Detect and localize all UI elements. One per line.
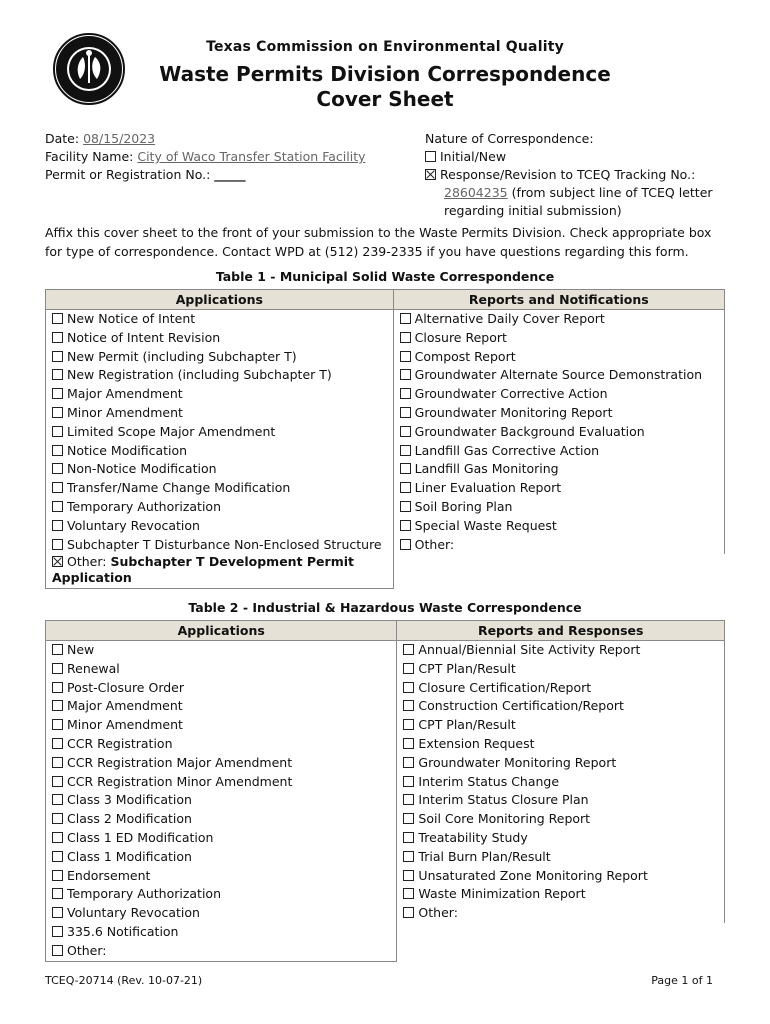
application-option [46,923,397,942]
table-row [46,404,725,423]
checkbox[interactable] [52,520,63,531]
application-option [46,348,394,367]
facility-name-field[interactable]: City of Waco Transfer Station Facility [137,149,366,164]
report-option [393,536,724,555]
checkbox[interactable] [52,719,63,730]
checkbox[interactable] [52,870,63,881]
date-row [45,130,366,148]
checkbox-label: Annual/Biennial Site Activity Report [418,642,641,657]
application-option [46,942,397,961]
checkbox-label: Soil Core Monitoring Report [418,811,591,827]
checkbox-label: Interim Status Closure Plan [418,792,589,808]
checkbox-label: Trial Burn Plan/Result [418,848,551,864]
table-row [46,791,725,810]
checkbox[interactable] [52,445,63,456]
tracking-number-field[interactable]: 28604235 [444,185,508,200]
report-option [397,810,725,829]
report-option [397,679,725,698]
tracking-row [425,184,725,202]
table-row [46,554,725,589]
title-line-2: Cover Sheet [316,87,454,111]
application-option [46,498,394,517]
checkbox-label: Interim Status Change [418,773,560,789]
msw-table [45,289,725,589]
application-option [46,679,397,698]
response-label: Response/Revision to TCEQ Tracking No.: [440,167,696,182]
report-option [393,348,724,367]
checkbox-label: Notice Modification [67,442,188,458]
application-option [46,829,397,848]
checkbox[interactable] [400,388,411,399]
checkbox[interactable] [52,700,63,711]
table-row [46,773,725,792]
application-option [46,641,397,660]
checkbox-label: Groundwater Background Evaluation [414,423,645,439]
checkbox[interactable] [403,700,414,711]
facility-info [45,130,366,184]
report-option [393,442,724,461]
checkbox-label: Limited Scope Major Amendment [67,423,276,439]
checkbox[interactable] [52,332,63,343]
checkbox-label: Class 2 Modification [67,811,192,827]
checkbox[interactable] [52,832,63,843]
agency-name: Texas Commission on Environmental Quality [206,39,564,55]
checkbox[interactable] [52,313,63,324]
checkbox[interactable] [403,738,414,749]
application-option [46,660,397,679]
checkbox[interactable] [403,719,414,730]
checkbox-label: Notice of Intent Revision [67,329,221,345]
application-option [46,385,394,404]
checkbox[interactable] [400,445,411,456]
checkbox[interactable] [400,501,411,512]
initial-label: Initial/New [440,149,507,164]
checkbox[interactable] [52,776,63,787]
checkbox-label: Class 1 Modification [67,848,192,864]
permit-row [45,166,366,184]
table-row [46,885,725,904]
checkbox-label: Other: [67,942,107,958]
table-row [46,942,725,961]
checkbox[interactable] [403,888,414,899]
checkbox[interactable] [403,870,414,881]
table-row [46,479,725,498]
checkbox-label: Minor Amendment [67,404,183,420]
table1-col-applications: Applications [46,290,394,310]
empty-cell [397,942,725,961]
report-option [393,423,724,442]
table-row [46,735,725,754]
checkbox-label: Voluntary Revocation [67,517,200,533]
application-option [46,716,397,735]
checkbox[interactable] [400,313,411,324]
checkbox-label: Soil Boring Plan [414,498,513,514]
report-option [393,498,724,517]
report-option [397,641,725,660]
checkbox-label: Groundwater Monitoring Report [418,754,617,770]
table-row [46,517,725,536]
application-option [46,536,394,555]
report-option [393,479,724,498]
checkbox-label: Treatability Study [418,829,528,845]
checkbox[interactable] [52,556,63,567]
application-option [46,754,397,773]
checkbox-label: Class 3 Modification [67,792,192,808]
nature-of-correspondence [425,130,725,220]
table-row [46,716,725,735]
response-checkbox[interactable] [425,169,436,180]
form-id: TCEQ-20714 (Rev. 10-07-21) [45,974,203,987]
other-value-c: Application [52,570,132,586]
checkbox-label: Minor Amendment [67,717,183,733]
checkbox-label: Landfill Gas Corrective Action [414,442,600,458]
checkbox[interactable] [400,332,411,343]
checkbox[interactable] [400,369,411,380]
facility-label: Facility Name: [45,149,134,164]
table-row [46,867,725,886]
checkbox-label: Endorsement [67,867,151,883]
checkbox[interactable] [403,813,414,824]
table-row [46,923,725,942]
application-option [46,366,394,385]
instructions-text: Affix this cover sheet to the front of your submission to the Waste Permits Division. Check appropriate box for type of correspondence. Contact WPD at (512) 239-2335 if you have questions regarding this form. [45,225,712,259]
checkbox-label: Waste Minimization Report [418,886,586,902]
ihw-table [45,620,725,962]
checkbox[interactable] [52,813,63,824]
application-option [46,735,397,754]
checkbox[interactable] [52,682,63,693]
checkbox[interactable] [52,851,63,862]
checkbox[interactable] [52,757,63,768]
checkbox[interactable] [52,351,63,362]
report-option [393,366,724,385]
checkbox[interactable] [403,776,414,787]
checkbox[interactable] [400,463,411,474]
report-option [397,904,725,923]
table-row [46,810,725,829]
table-row [46,310,725,329]
checkbox[interactable] [52,945,63,956]
table2-col-reports: Reports and Responses [397,621,725,641]
checkbox-label: CPT Plan/Result [418,717,516,733]
checkbox[interactable] [52,738,63,749]
page-number: Page 1 of 1 [651,974,713,987]
checkbox[interactable] [52,463,63,474]
report-option [397,735,725,754]
report-option [393,329,724,348]
checkbox[interactable] [403,682,414,693]
checkbox[interactable] [403,907,414,918]
date-field[interactable]: 08/15/2023 [83,131,156,146]
date-label: Date: [45,131,80,146]
page-title [0,62,770,112]
checkbox[interactable] [400,426,411,437]
application-option [46,885,397,904]
checkbox-label: Unsaturated Zone Monitoring Report [418,867,648,883]
checkbox[interactable] [403,663,414,674]
empty-cell [393,554,724,589]
checkbox-label: Liner Evaluation Report [414,480,562,496]
table-row [46,498,725,517]
checkbox-label: New Registration (including Subchapter T) [67,367,332,383]
nature-label: Nature of Correspondence: [425,131,594,146]
checkbox[interactable] [52,426,63,437]
table-row [46,385,725,404]
other-value-b: ubchapter T Development Permit [119,554,354,570]
checkbox-label: Extension Request [418,735,535,751]
checkbox-label: 335.6 Notification [67,923,179,939]
application-option [46,329,394,348]
application-option [46,848,397,867]
checkbox[interactable] [403,851,414,862]
table2-caption: Table 2 - Industrial & Hazardous Waste Correspondence [188,600,582,615]
checkbox-label: Post-Closure Order [67,679,184,695]
checkbox-label: Transfer/Name Change Modification [67,480,291,496]
checkbox[interactable] [52,644,63,655]
report-option [397,848,725,867]
table-row [46,366,725,385]
table-row [46,848,725,867]
other-value-a: S [110,554,120,570]
checkbox[interactable] [52,388,63,399]
checkbox-label: Temporary Authorization [67,886,221,902]
checkbox[interactable] [400,539,411,550]
checkbox-label: Class 1 ED Modification [67,829,214,845]
checkbox[interactable] [403,794,414,805]
application-option [46,460,394,479]
application-option [46,404,394,423]
report-option [397,791,725,810]
application-option [46,773,397,792]
checkbox[interactable] [400,520,411,531]
report-option [397,867,725,886]
application-option [46,479,394,498]
table-row [46,641,725,660]
checkbox[interactable] [52,501,63,512]
checkbox[interactable] [52,907,63,918]
checkbox[interactable] [403,644,414,655]
report-option [397,773,725,792]
application-option [46,697,397,716]
checkbox-label: Construction Certification/Report [418,698,624,714]
report-option [397,885,725,904]
table-row [46,904,725,923]
table1-col-reports: Reports and Notifications [393,290,724,310]
application-option [46,517,394,536]
application-option [46,904,397,923]
table-row [46,423,725,442]
checkbox-label: CPT Plan/Result [418,660,516,676]
checkbox-label: Subchapter T Disturbance Non-Enclosed Structure [67,536,382,552]
checkbox-label: CCR Registration Major Amendment [67,754,293,770]
checkbox-label: Non-Notice Modification [67,461,217,477]
checkbox-label: CCR Registration [67,735,173,751]
report-option [397,697,725,716]
title-line-1: Waste Permits Division Correspondence [159,62,611,86]
checkbox-label: Special Waste Request [414,517,557,533]
table-row [46,829,725,848]
report-option [397,754,725,773]
report-option [393,385,724,404]
table-row [46,442,725,461]
checkbox[interactable] [400,407,411,418]
application-option [46,310,394,329]
application-option [46,810,397,829]
table-row [46,536,725,555]
report-option [397,660,725,679]
report-option [393,517,724,536]
checkbox-label: Other: [418,905,458,921]
table-row [46,754,725,773]
checkbox-label: Groundwater Monitoring Report [414,404,613,420]
checkbox-label: Groundwater Alternate Source Demonstration [414,367,703,383]
initial-checkbox[interactable] [425,151,436,162]
checkbox-label: CCR Registration Minor Amendment [67,773,293,789]
checkbox[interactable] [52,369,63,380]
checkbox-label: Alternative Daily Cover Report [414,311,605,326]
application-option [46,867,397,886]
checkbox[interactable] [403,757,414,768]
permit-label: Permit or Registration No.: [45,167,211,182]
table-row [46,697,725,716]
checkbox-label: Other: [414,536,455,552]
checkbox[interactable] [403,832,414,843]
report-option [397,829,725,848]
table-row [46,329,725,348]
checkbox[interactable] [52,794,63,805]
report-option [393,310,724,329]
table1-caption: Table 1 - Municipal Solid Waste Correspondence [215,269,555,284]
checkbox-label: Groundwater Corrective Action [414,386,608,402]
checkbox-label: Landfill Gas Monitoring [414,461,559,477]
application-option [46,423,394,442]
checkbox-label: Temporary Authorization [67,498,221,514]
checkbox[interactable] [400,351,411,362]
checkbox-label: Compost Report [414,348,516,364]
table2-col-applications: Applications [46,621,397,641]
checkbox[interactable] [52,888,63,899]
checkbox[interactable] [52,926,63,937]
checkbox[interactable] [52,407,63,418]
checkbox-label: Major Amendment [67,386,183,402]
facility-row [45,148,366,166]
response-option [425,166,725,184]
table-row [46,348,725,367]
checkbox-label: Closure Report [414,329,507,345]
report-option [393,404,724,423]
table-row [46,660,725,679]
checkbox-label: Renewal [67,660,120,676]
checkbox-label: New Permit (including Subchapter T) [67,348,297,364]
checkbox-label: Major Amendment [67,698,183,714]
permit-number-field[interactable]: _____ [214,167,246,182]
tracking-note-1: (from subject line of TCEQ letter [511,185,713,200]
tracking-note-2: regarding initial submission) [444,203,622,218]
report-option [397,716,725,735]
application-option [46,791,397,810]
checkbox[interactable] [400,482,411,493]
report-option [393,460,724,479]
application-option [46,442,394,461]
table-row [46,679,725,698]
other-label: Other: [67,554,111,570]
checkbox[interactable] [52,539,63,550]
checkbox-label: New Notice of Intent [67,311,196,326]
checkbox[interactable] [52,482,63,493]
initial-option [425,148,725,166]
empty-cell [397,923,725,942]
application-other-option [46,554,394,589]
checkbox-label: New [67,642,95,657]
checkbox[interactable] [52,663,63,674]
table-row [46,460,725,479]
checkbox-label: Closure Certification/Report [418,679,592,695]
checkbox-label: Voluntary Revocation [67,905,200,921]
